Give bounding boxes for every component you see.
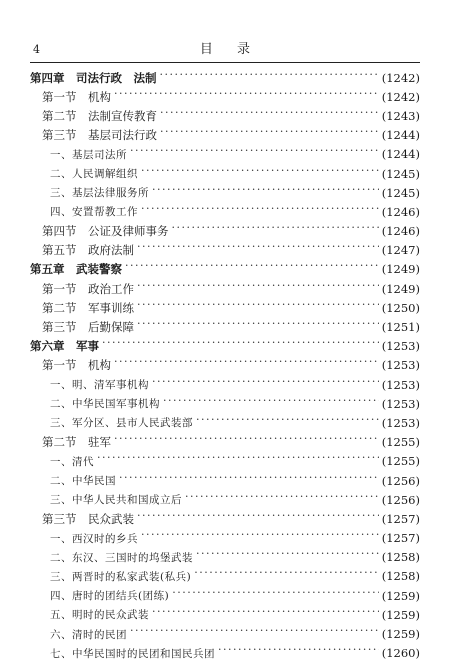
toc-section-entry <box>30 298 420 317</box>
dot-leader <box>185 494 379 506</box>
toc-entry-label: 二、东汉、三国时的坞堡武装 <box>50 551 193 564</box>
dot-leader <box>125 263 379 275</box>
toc-entry-page: (1256) <box>381 492 420 507</box>
toc-section-entry <box>30 106 420 125</box>
page-title: 目 录 <box>199 42 261 57</box>
dot-leader <box>114 436 379 448</box>
dot-leader <box>114 91 379 103</box>
toc-entry-page: (1253) <box>381 358 420 373</box>
toc-entry-label: 一、西汉时的乡兵 <box>50 532 138 545</box>
toc-entry-label: 七、中华民国时的民团和国民兵团 <box>50 647 215 660</box>
toc-entry-label: 二、中华民国 <box>50 475 116 488</box>
toc-subsection-entry <box>30 586 420 605</box>
toc-entry-page: (1253) <box>381 339 420 354</box>
toc-section-entry <box>30 509 420 528</box>
dot-leader <box>172 590 379 602</box>
toc-entry-label: 三、两晋时的私家武装(私兵) <box>50 570 192 583</box>
toc-entry-label: 第五章 武装警察 <box>30 262 122 277</box>
toc-subsection-entry <box>30 164 420 183</box>
toc-entry-label: 二、人民调解组织 <box>50 168 138 181</box>
dot-leader <box>218 647 379 659</box>
dot-leader <box>102 340 379 352</box>
toc-entry-label: 第六章 军事 <box>30 339 99 354</box>
toc-entry-page: (1251) <box>381 320 420 335</box>
page-number: 4 <box>33 43 40 56</box>
toc-entry-label: 第二节 驻军 <box>42 435 111 450</box>
toc-entry-page: (1253) <box>381 415 420 430</box>
toc-subsection-entry <box>30 490 420 509</box>
toc-entry-page: (1249) <box>381 262 420 277</box>
toc-subsection-entry <box>30 529 420 548</box>
dot-leader <box>97 455 379 467</box>
toc-entry-page: (1246) <box>381 204 420 219</box>
toc-entry-label: 三、军分区、县市人民武装部 <box>50 417 193 430</box>
toc-subsection-entry <box>30 145 420 164</box>
toc-entry-page: (1253) <box>381 377 420 392</box>
dot-leader <box>130 148 379 160</box>
toc-section-entry <box>30 222 420 241</box>
toc-entry-page: (1260) <box>381 646 420 661</box>
toc-entry-label: 一、清代 <box>50 455 94 468</box>
toc-section-entry <box>30 126 420 145</box>
toc-entry-page: (1249) <box>381 281 420 296</box>
dot-leader <box>163 398 379 410</box>
toc-section-entry <box>30 433 420 452</box>
dot-leader <box>137 244 379 256</box>
toc-entry-label: 一、基层司法所 <box>50 148 127 161</box>
toc-chapter-entry <box>30 68 420 87</box>
dot-leader <box>114 359 379 371</box>
toc-entry-page: (1242) <box>381 70 420 85</box>
toc-entry-label: 第三节 基层司法行政 <box>42 128 157 143</box>
toc-entry-label: 一、明、清军事机构 <box>50 379 149 392</box>
dot-leader <box>152 187 379 199</box>
dot-leader <box>141 168 379 180</box>
toc-entry-page: (1253) <box>381 396 420 411</box>
dot-leader <box>160 129 379 141</box>
toc-entry-label: 四、唐时的团结兵(团练) <box>50 590 170 603</box>
toc-subsection-entry <box>30 183 420 202</box>
toc-entry-label: 第一节 机构 <box>42 89 111 104</box>
toc-section-entry <box>30 241 420 260</box>
dot-leader <box>196 551 379 563</box>
toc-entry-page: (1255) <box>381 454 420 469</box>
toc-entry-label: 第二节 军事训练 <box>42 300 134 315</box>
toc-entry-page: (1258) <box>381 550 420 565</box>
toc-entry-page: (1256) <box>381 473 420 488</box>
toc-subsection-entry <box>30 605 420 624</box>
toc-entry-page: (1259) <box>381 607 420 622</box>
toc-entry-page: (1243) <box>381 108 420 123</box>
dot-leader <box>152 379 379 391</box>
page-header <box>30 42 420 60</box>
toc-entry-label: 第四章 司法行政 法制 <box>30 70 157 85</box>
toc-entry-page: (1242) <box>381 89 420 104</box>
toc-entry-page: (1246) <box>381 224 420 239</box>
toc-entry-page: (1247) <box>381 243 420 258</box>
toc-entry-label: 六、清时的民团 <box>50 628 127 641</box>
toc-entry-label: 四、安置帮教工作 <box>50 206 138 219</box>
dot-leader <box>196 417 379 429</box>
toc-entry-label: 第三节 民众武装 <box>42 511 134 526</box>
toc-entry-page: (1259) <box>381 627 420 642</box>
dot-leader <box>141 206 379 218</box>
toc-subsection-entry <box>30 394 420 413</box>
dot-leader <box>137 302 379 314</box>
toc-entry-page: (1259) <box>381 588 420 603</box>
dot-leader <box>194 570 379 582</box>
toc-subsection-entry <box>30 413 420 432</box>
toc-section-entry <box>30 87 420 106</box>
toc-entry-label: 第四节 公证及律师事务 <box>42 224 169 239</box>
dot-leader <box>130 628 379 640</box>
dot-leader <box>160 72 379 84</box>
toc-entry-page: (1245) <box>381 185 420 200</box>
toc-entry-page: (1257) <box>381 531 420 546</box>
toc-entry-page: (1258) <box>381 569 420 584</box>
toc-entry-page: (1250) <box>381 300 420 315</box>
toc-entry-label: 第二节 法制宣传教育 <box>42 108 157 123</box>
header-rule <box>30 62 420 63</box>
dot-leader <box>119 475 379 487</box>
toc-entry-page: (1257) <box>381 511 420 526</box>
toc-subsection-entry <box>30 202 420 221</box>
dot-leader <box>152 609 379 621</box>
dot-leader <box>172 225 379 237</box>
toc-chapter-entry <box>30 337 420 356</box>
toc-entry-page: (1245) <box>381 166 420 181</box>
toc-entry-page: (1244) <box>381 128 420 143</box>
table-of-contents <box>30 68 420 663</box>
toc-subsection-entry <box>30 452 420 471</box>
toc-entry-label: 第三节 后勤保障 <box>42 320 134 335</box>
dot-leader <box>137 321 379 333</box>
toc-entry-label: 第一节 政治工作 <box>42 281 134 296</box>
toc-entry-label: 第一节 机构 <box>42 358 111 373</box>
toc-subsection-entry <box>30 624 420 643</box>
toc-entry-page: (1255) <box>381 435 420 450</box>
toc-entry-label: 三、基层法律服务所 <box>50 187 149 200</box>
toc-chapter-entry <box>30 260 420 279</box>
toc-section-entry <box>30 356 420 375</box>
toc-subsection-entry <box>30 471 420 490</box>
toc-entry-label: 第五节 政府法制 <box>42 243 134 258</box>
toc-subsection-entry <box>30 567 420 586</box>
dot-leader <box>141 532 379 544</box>
toc-entry-label: 二、中华民国军事机构 <box>50 398 160 411</box>
toc-subsection-entry <box>30 548 420 567</box>
dot-leader <box>137 513 379 525</box>
toc-section-entry <box>30 279 420 298</box>
dot-leader <box>160 110 379 122</box>
toc-subsection-entry <box>30 644 420 663</box>
toc-section-entry <box>30 317 420 336</box>
dot-leader <box>137 283 379 295</box>
toc-entry-label: 三、中华人民共和国成立后 <box>50 494 182 507</box>
toc-subsection-entry <box>30 375 420 394</box>
toc-entry-label: 五、明时的民众武装 <box>50 609 149 622</box>
toc-entry-page: (1244) <box>381 147 420 162</box>
